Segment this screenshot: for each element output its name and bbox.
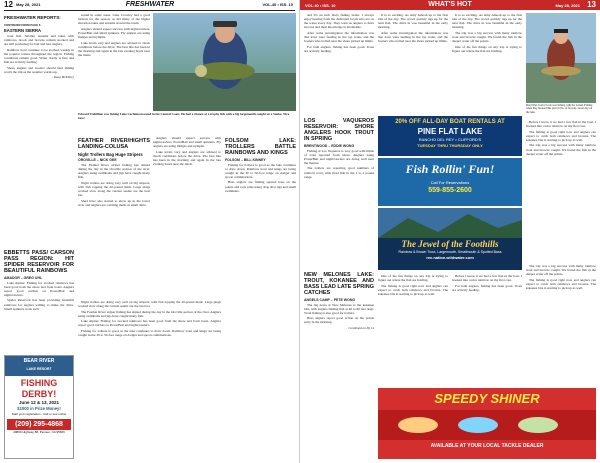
page-number: 12 xyxy=(4,0,13,9)
paragraph: Fishing for trollers is good as the lake continues to draw down. Rainbow trout and kings are being caught in the 30 to 50-foot range on dodger and spoon combinations. xyxy=(78,329,221,338)
derby-address: 40800 Highway 88, Pioneer, CA 95666 xyxy=(13,430,65,434)
speedy-shiner-tagline: AVAILABLE AT YOUR LOCAL TACKLE DEALER xyxy=(430,443,544,449)
paragraph: Lake levels vary and anglers are advised to check conditions before the drive. The best bite has been in the morning and again in the late evening hours near the inlets. xyxy=(153,149,221,167)
volume-label: VOL.40 • ISS. 10 xyxy=(305,3,336,8)
paragraph: Shad have also started to show up in the lower river and anglers are catching them on small darts. xyxy=(78,198,150,207)
column-3 xyxy=(452,13,522,113)
speedy-shiner-ad[interactable] xyxy=(378,388,596,459)
paragraph: The trip was a big success with many rainbow trout and browns caught. We found the fish in the deeper water off the points. xyxy=(526,264,596,277)
angler-photo xyxy=(526,13,596,103)
ebbetts-pass-story xyxy=(4,248,74,353)
byline: – Doug McKinley xyxy=(51,75,74,80)
boat-rental-cta: TUESDAY THRU THURSDAY ONLY xyxy=(417,143,483,148)
paragraph: trout fish. Smaller streams and lakes with rainbows, brook and browns remain stocked and are still producing for bait and lure anglers. xyxy=(4,34,74,47)
jewel-site[interactable]: rec.nation.wildwater.com xyxy=(426,255,474,260)
derby-prize: $1000 in Prize Money! xyxy=(17,406,61,411)
angler-photo-graphic xyxy=(153,13,296,111)
column-1 xyxy=(4,13,74,245)
lower-column-4 xyxy=(526,264,596,384)
derby-dates: June 12 & 13, 2021 xyxy=(18,400,60,405)
paragraph: sound in some areas. Lake Crowley had a good turnout for the season, as did many of the higher elevation lakes and streams around the basin. xyxy=(78,13,150,26)
column-2 xyxy=(78,13,150,111)
folsom-heading: FOLSOM LAKE: TROLLERS BATTLE RAINBOWS AND KINGS xyxy=(225,138,296,156)
paragraph: and it's an inch that's fishing better. I always enjoy hearing from the dedicated locals who are on the water every day. They want us anglers to have success and their knowledge is invaluable. xyxy=(304,13,374,30)
paragraph: The big news at New Melones is the kokanee bite, with anglers finding fish at 40 to 60 feet deep. Trout fishing is also good for trollers. xyxy=(304,302,374,315)
volume-label: VOL.40 • ISS. 10 xyxy=(262,2,293,7)
boat-rental-ad[interactable] xyxy=(378,116,522,156)
lower-text-block xyxy=(78,300,221,460)
paragraph: It is so exciting. As Amy Amoah up to the first bite of the day. The crowd quickly rigs up for the next fish. The drive in was beautiful in the early morning. xyxy=(452,13,522,30)
issue-date: May 28, 2021 xyxy=(555,3,580,8)
jewel-headline: The Jewel of the Foothills xyxy=(401,239,499,249)
paragraph: The Feather River striper fishing has shined during the day in the Oroville section of the river. Anglers using swimbaits and jigs have caught many fish. xyxy=(78,163,150,180)
speedy-shiner-name: SPEEDY SHINER xyxy=(434,391,540,406)
angler-photo-graphic xyxy=(526,13,596,103)
feather-river-subheading: Night Trollers Bag Huge Stripers xyxy=(78,151,143,157)
fish-rollin-ad[interactable] xyxy=(378,158,522,206)
paragraph: The fishing is good right now and anglers can expect to catch both rainbows and browns. The kokanee bite is starting to pick up as well. xyxy=(526,129,596,142)
bear-river-ad[interactable] xyxy=(4,355,74,459)
paragraph: Night trollers are doing very well on big stripers, with fish topping the 20-pound mark. Large plugs worked slow along the current seams are the best bet. xyxy=(78,180,150,198)
los-vaqueros-heading: LOS VAQUEROS RESERVOIR: SHORE ANGLERS HOOK TROUT IN SPRING xyxy=(304,118,374,142)
derby-cta: Start your registration - Call or see online xyxy=(11,412,67,416)
fish-rollin-headline: Fish Rollin' Fun! xyxy=(405,162,495,176)
feather-river-heading: FEATHER RIVER/HIGHTS LANDING-COLUSA xyxy=(78,138,150,150)
bear-river-sub: LAKE RESORT xyxy=(26,367,52,371)
lower-column-2 xyxy=(378,274,448,384)
paragraph: The Feather River striper fishing has shined during the day in the Oroville section of the river. Anglers using swimbaits and jigs have caught many fish. xyxy=(78,309,221,318)
derby-phone[interactable]: (209) 295-4868 xyxy=(7,419,71,430)
left-header xyxy=(0,0,299,10)
reports-continued: CONTINUED FROM PAGE 6 xyxy=(4,22,41,27)
paragraph: Bass anglers report good action on the points early in the morning. xyxy=(304,316,374,325)
paragraph: Spider Reservoir has been providing beautiful rainbows for anglers willing to make the drive. Small spinners work well. xyxy=(4,298,74,311)
paragraph: Anglers should expect success with nightcrawlers, PowerBait and small spinners. Fly anglers are using midges and nymphs. xyxy=(78,26,150,39)
paragraph: For both anglers, fishing has been good. Trout are actively feeding. xyxy=(452,283,522,292)
lure-graphic xyxy=(378,410,596,440)
paragraph: After some investigation the information was that trout were feeding in the top water, and the boaters who trolled near the shore picked up limits. xyxy=(304,30,374,44)
boat-rental-venue: PINE FLAT LAKE xyxy=(417,127,483,136)
jewel-foothills-ad[interactable] xyxy=(378,208,522,270)
header-rule xyxy=(4,10,295,11)
paragraph: Before I know it we had a few fish in the boat. I hooked into a nice rainbow on my first cast. xyxy=(452,274,522,283)
column-1 xyxy=(304,13,374,113)
bear-river-logo xyxy=(5,356,73,376)
paragraph: The trollers are reporting good numbers of rainbow trout, with most fish in the 1 to 2 pound range. xyxy=(304,166,374,179)
lower-column-3 xyxy=(452,274,522,384)
byline: OROVILLE – NICK GEE xyxy=(78,158,117,162)
folsom-story xyxy=(225,136,296,406)
paragraph: Lake Alpine: Fishing for stocked rainbows has been good from the shore and from boats. Anglers report good catches on PowerBait and nightcrawlers. xyxy=(4,280,74,297)
paragraph: Lake Alpine: Fishing for stocked rainbows has been good from the shore and from boats. Anglers report good catches on PowerBait and nightcrawlers. xyxy=(78,319,221,328)
right-page xyxy=(300,0,600,463)
byline: AMADOR – GREG UHL xyxy=(4,275,43,280)
fishing-derby-headline: FISHING DERBY! xyxy=(20,378,58,399)
lake-scene-graphic xyxy=(378,208,522,238)
jewel-subline: Rainbow & Brown Trout, Largemouth, Smallmouth & Spotted Bass xyxy=(398,250,502,254)
paragraph: The fishing is good right now and anglers can expect to catch both rainbows and browns. The kokanee bite is starting to pick up as well. xyxy=(526,277,596,290)
paragraph: After some investigation the information was that trout were feeding in the top water, and the boaters who trolled near the shore picked up limits. xyxy=(378,30,448,44)
byline: ANGELS CAMP – PETE WONG xyxy=(304,297,356,302)
paragraph: For both anglers, fishing has been good. Trout are actively feeding. xyxy=(304,44,374,53)
paragraph: Lake levels vary and anglers are advised to check conditions before the drive. The best bite has been in the morning and again in the late evening hours near the inlets. xyxy=(78,40,150,57)
boat-rental-brands: RANCHO DEL REY • CLIFFORD'S xyxy=(418,137,482,142)
column-4 xyxy=(526,120,596,260)
paragraph: One of the fun things on any trip is trying to figure out where the fish are holding. xyxy=(452,44,522,53)
column-3 xyxy=(153,136,221,296)
issue-date: May 28, 2021 xyxy=(16,2,41,7)
page-number: 13 xyxy=(587,0,596,9)
fish-rollin-phone[interactable]: 559-855-2600 xyxy=(428,187,472,194)
paragraph: Anglers should expect success with nightcrawlers, PowerBait and small spinners. Fly anglers are using midges and nymphs. xyxy=(153,136,221,149)
paragraph: One of the fun things on any trip is trying to figure out where the fish are holding. xyxy=(378,274,448,283)
feather-river-story xyxy=(78,136,150,296)
right-header xyxy=(300,0,600,10)
paragraph: Before I know it we had a few fish in the boat. I hooked into a nice rainbow on my first cast. xyxy=(526,120,596,129)
fish-rollin-subline: Call For Reservations xyxy=(430,180,470,185)
section-banner: WHAT'S HOT xyxy=(428,1,472,8)
section-banner: FRESHWATER xyxy=(125,1,175,8)
paragraph: The trip was a big success with many rainbow trout and browns caught. We found the fish in the deeper water off the points. xyxy=(452,30,522,44)
paragraph: It is so exciting. As Amy Amoah up to the first bite of the day. The crowd quickly rigs up for the next fish. The drive in was beautiful in the early morning. xyxy=(378,13,448,30)
paragraph: Bass anglers are finding spotted bass on the points and rock piles using drop shot rigs and small swimbaits. xyxy=(225,180,296,193)
photo-caption: Edward Trehillion was fishing Lake Cachuma located in the Central Coast. He had a chance at a trophy fish with a big largemouth caught on a Senko. Nice bass! xyxy=(78,112,290,120)
los-vaqueros-story xyxy=(304,116,374,266)
new-melones-story xyxy=(304,270,374,460)
paragraph: Fishing at Los Vaqueros is very good with limits of trout reported from shore. Anglers using PowerBait and nightcrawlers are doing well near the marina. xyxy=(304,148,374,165)
paragraph: Night trollers are doing very well on big stripers, with fish topping the 20-pound mark. Large plugs worked slow along the current seams are the best bet. xyxy=(78,300,221,309)
boat-rental-headline: 20% OFF ALL-DAY BOAT RENTALS AT xyxy=(395,119,505,125)
photo-caption: Brad Wier from Clovis was fishing with the Lenski Fishing when they hooked this great 6 lbs. of browns. Great day on the lake. xyxy=(526,104,593,114)
bear-river-name: BEAR RIVER xyxy=(23,358,55,364)
column-2 xyxy=(378,13,448,113)
new-melones-heading: NEW MELONES LAKE: TROUT, KOKANEE AND BASS LEAD LATE SPRING CATCHES xyxy=(304,272,374,296)
ebbetts-pass-heading: EBBETTS PASS/ CARSON PASS REGION: HIT SPIDER RESERVOIR FOR BEAUTIFUL RAINBOWS xyxy=(4,250,74,274)
angler-photo xyxy=(153,13,296,111)
paragraph: Rainbow trout continue to be stocked weekly in the popular waters throughout the region. Fishing conditions remain good. Water clarity is fine and fish are actively feeding. xyxy=(4,47,74,65)
continued-note: Continued on Pg 14 xyxy=(348,326,374,331)
reports-title: FRESHWATER REPORTS: xyxy=(4,15,61,20)
paragraph: Shore anglers and boaters should find fishing worth the trip as the weather warms up. xyxy=(4,65,74,74)
eastern-sierra-heading: EASTERN SIERRA xyxy=(4,27,41,33)
byline: BRENTWOOD – EDDIE WONG xyxy=(304,143,355,148)
paragraph: Fishing for trollers is good as the lake continues to draw down. Rainbow trout and kings are being caught in the 30 to 50-foot range on dodger and spoon combinations. xyxy=(225,162,296,179)
paragraph: The fishing is good right now and anglers can expect to catch both rainbows and browns. The kokanee bite is starting to pick up as well. xyxy=(378,283,448,296)
paragraph: The trip was a big success with many rainbow trout and browns caught. We found the fish in the deeper water off the points. xyxy=(526,143,596,156)
byline: FOLSOM – BILL KINNEY xyxy=(225,157,266,162)
